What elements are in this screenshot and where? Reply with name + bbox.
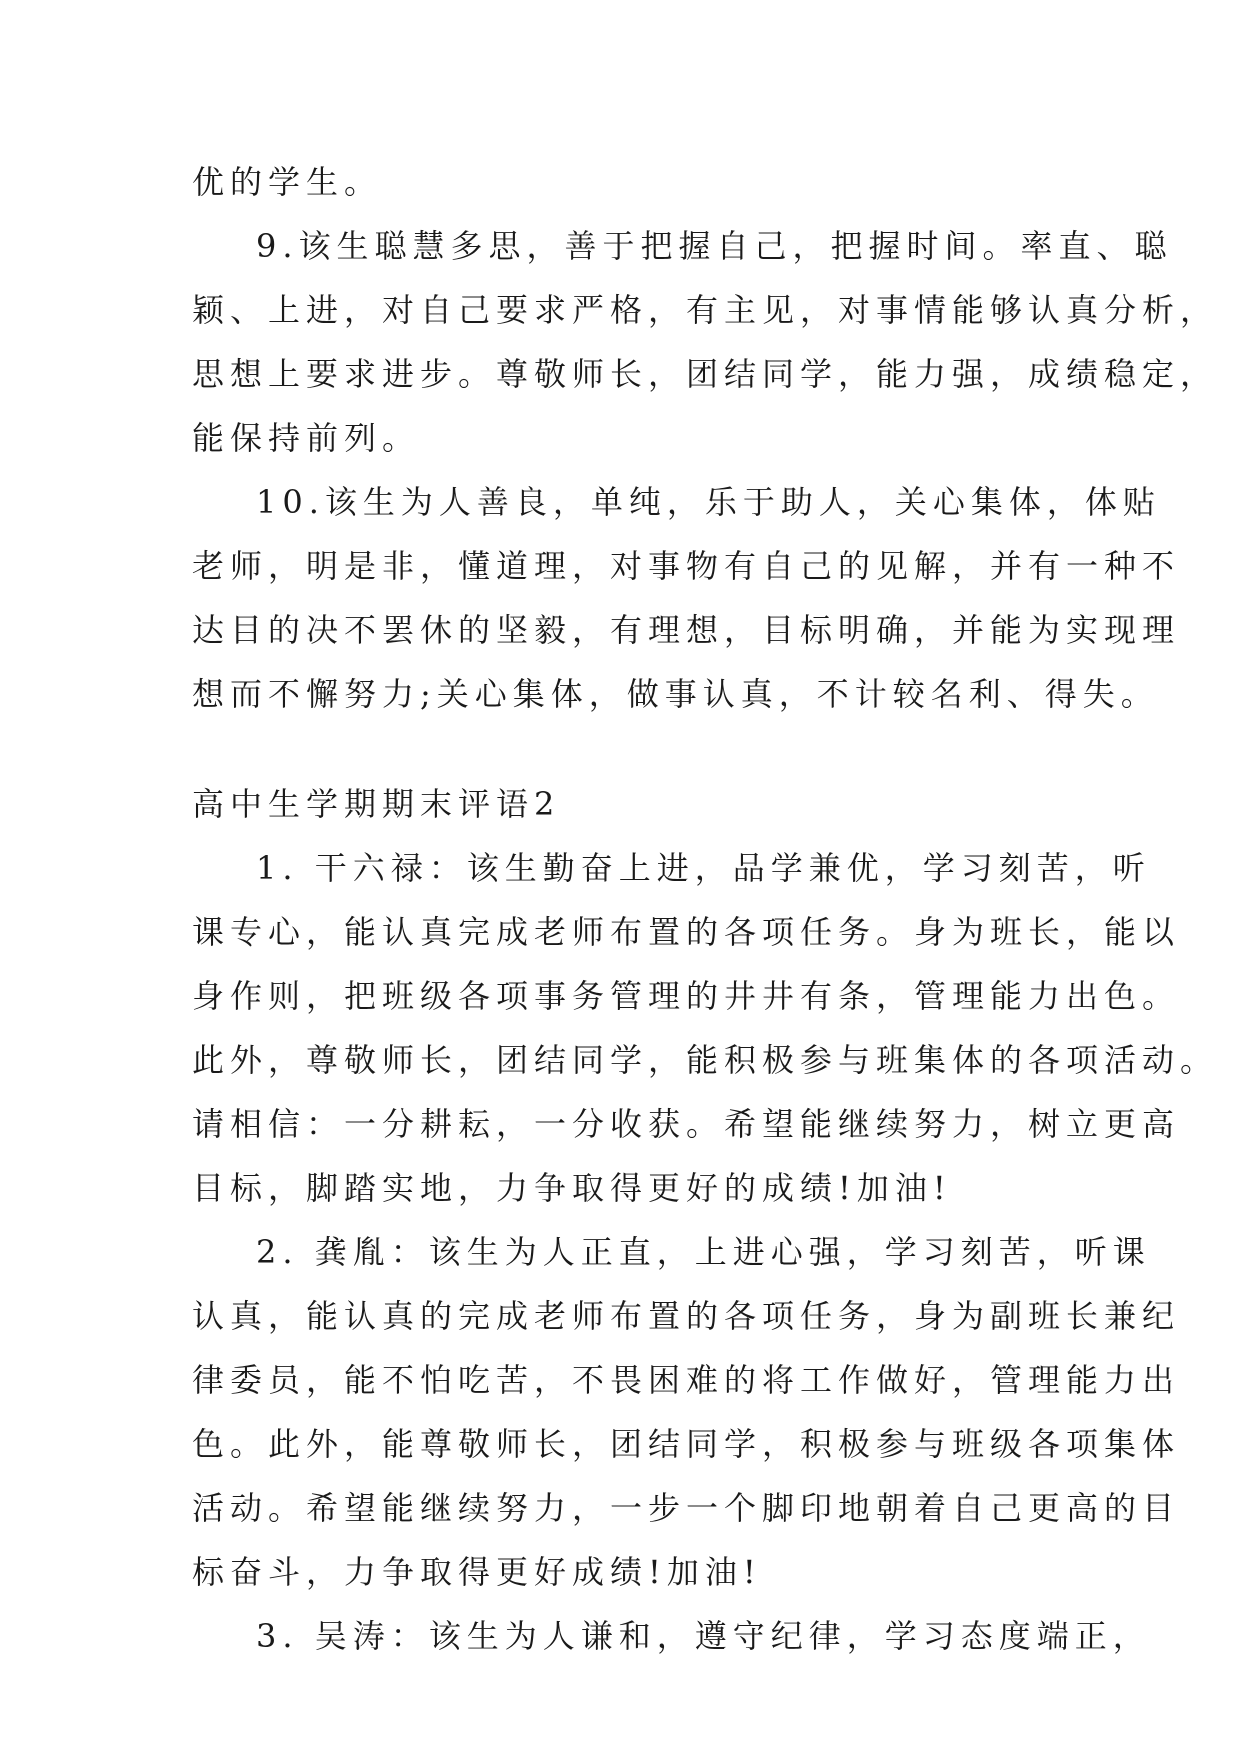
- paragraph-entry-2: [192, 1220, 1181, 1604]
- text-line: 目标，脚踏实地，力争取得更好的成绩!加油!: [192, 1169, 952, 1207]
- paragraph-item-9: [192, 214, 1219, 470]
- text-line: 律委员，能不怕吃苦，不畏困难的将工作做好，管理能力出: [192, 1361, 1181, 1399]
- text-line: 2. 龚胤：该生为人正直，上进心强，学习刻苦，听课: [256, 1233, 1151, 1271]
- text-line: 老师，明是非，懂道理，对事物有自己的见解，并有一种不: [192, 547, 1181, 585]
- text-line: 想而不懈努力;关心集体，做事认真，不计较名利、得失。: [192, 675, 1159, 713]
- text-line: 此外，尊敬师长，团结同学，能积极参与班集体的各项活动。: [192, 1041, 1219, 1079]
- text-line: 优的学生。: [192, 163, 383, 201]
- text-line: 思想上要求进步。尊敬师长，团结同学，能力强，成绩稳定，: [192, 355, 1219, 393]
- paragraph-entry-1: [192, 836, 1219, 1220]
- section-gap: [192, 726, 1048, 772]
- text-line: 达目的决不罢休的坚毅，有理想，目标明确，并能为实现理: [192, 611, 1181, 649]
- text-line: 活动。希望能继续努力，一步一个脚印地朝着自己更高的目: [192, 1489, 1181, 1527]
- paragraph-item-10: [192, 470, 1181, 726]
- text-line: 能保持前列。: [192, 419, 421, 457]
- section-title: 高中生学期期末评语2: [192, 785, 561, 823]
- intro-paragraph: [192, 150, 1048, 214]
- text-line: 认真，能认真的完成老师布置的各项任务，身为副班长兼纪: [192, 1297, 1181, 1335]
- text-line: 9.该生聪慧多思，善于把握自己，把握时间。率直、聪: [256, 227, 1173, 265]
- text-line: 请相信：一分耕耘，一分收获。希望能继续努力，树立更高: [192, 1105, 1181, 1143]
- text-line: 10.该生为人善良，单纯，乐于助人，关心集体，体贴: [256, 483, 1161, 521]
- text-line: 颖、上进，对自己要求严格，有主见，对事情能够认真分析，: [192, 291, 1219, 329]
- document-page: [192, 150, 1219, 1668]
- text-line: 身作则，把班级各项事务管理的井井有条，管理能力出色。: [192, 977, 1181, 1015]
- paragraph-entry-3: [192, 1604, 1151, 1668]
- text-line: 标奋斗，力争取得更好成绩!加油!: [192, 1553, 762, 1591]
- text-line: 3. 吴涛：该生为人谦和，遵守纪律，学习态度端正，: [256, 1617, 1151, 1655]
- text-line: 1. 干六禄：该生勤奋上进，品学兼优，学习刻苦，听: [256, 849, 1151, 887]
- text-line: 色。此外，能尊敬师长，团结同学，积极参与班级各项集体: [192, 1425, 1181, 1463]
- text-line: 课专心，能认真完成老师布置的各项任务。身为班长，能以: [192, 913, 1181, 951]
